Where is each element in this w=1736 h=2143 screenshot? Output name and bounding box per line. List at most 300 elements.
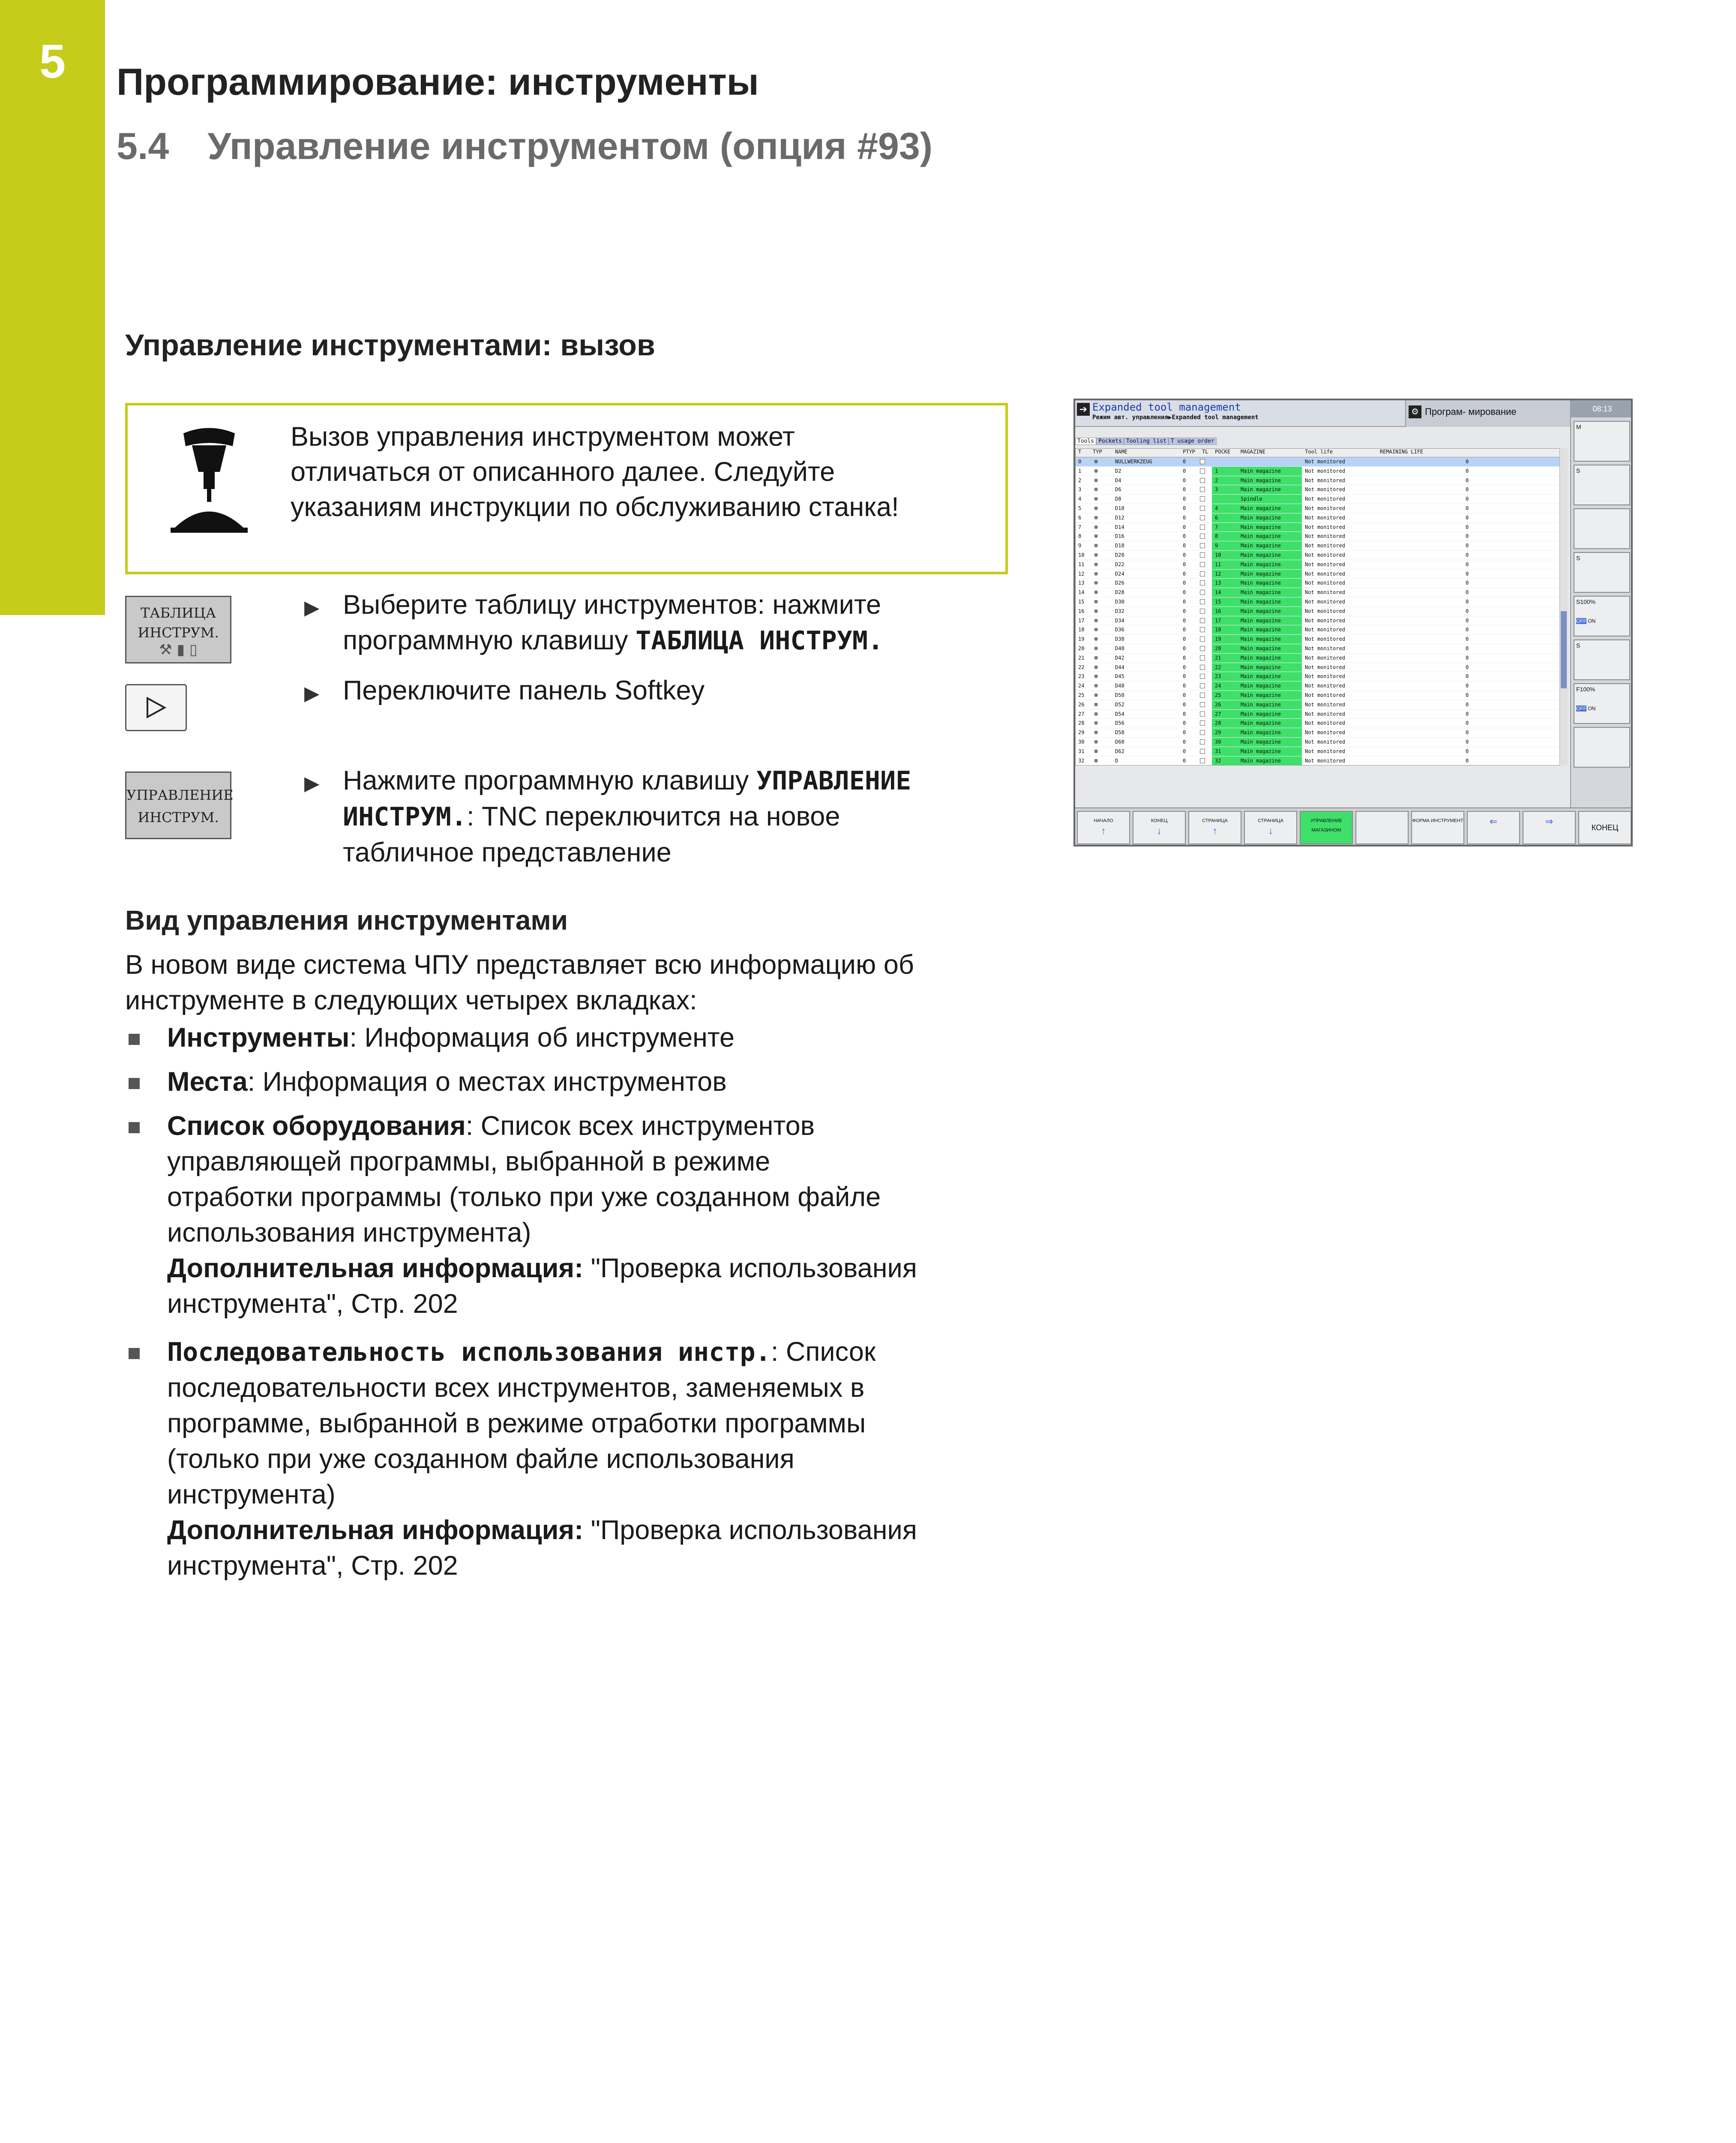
table-row[interactable]: [1076, 607, 1568, 616]
screen-softkey[interactable]: [1523, 811, 1576, 844]
table-cell: Not monitored: [1305, 664, 1345, 670]
table-cell: 0: [1466, 496, 1469, 502]
tl-checkbox[interactable]: [1200, 674, 1205, 679]
table-cell: Main magazine: [1241, 533, 1281, 540]
tool-type-icon: ▦: [1094, 607, 1098, 614]
tool-type-icon: ▦: [1094, 663, 1098, 670]
table-cell: D36: [1115, 627, 1124, 633]
tl-checkbox[interactable]: [1200, 515, 1205, 520]
tl-checkbox[interactable]: [1200, 487, 1205, 492]
table-cell: 15: [1215, 598, 1221, 605]
table-cell: 3: [1078, 486, 1082, 493]
tool-type-icon: ▦: [1094, 477, 1098, 483]
table-cell: Not monitored: [1305, 617, 1345, 624]
tl-checkbox[interactable]: [1200, 720, 1205, 726]
screen-softkey[interactable]: КОНЕЦ: [1578, 811, 1631, 844]
tl-checkbox[interactable]: [1200, 599, 1205, 604]
tl-checkbox[interactable]: [1200, 580, 1205, 585]
table-cell: Main magazine: [1241, 711, 1281, 717]
side-key-empty[interactable]: [1574, 508, 1630, 549]
table-cell: Main magazine: [1241, 552, 1281, 558]
tl-checkbox[interactable]: [1200, 711, 1205, 717]
bullet-line: последовательности всех инструментов, заменяемых в: [167, 1373, 865, 1403]
table-cell: 0: [1466, 468, 1469, 474]
table-cell: Not monitored: [1305, 608, 1345, 614]
table-cell: 0: [1183, 533, 1186, 540]
table-row[interactable]: [1076, 588, 1568, 597]
tab-bar: [1075, 438, 1568, 447]
bullet-square-icon: [129, 1078, 140, 1089]
softkey-tool-management[interactable]: [125, 771, 234, 839]
tab-pockets[interactable]: Pockets: [1096, 438, 1124, 445]
table-cell: Not monitored: [1305, 701, 1345, 708]
tool-type-icon: ▦: [1094, 617, 1098, 623]
table-row[interactable]: [1076, 467, 1568, 476]
more-info-text: "Проверка использования: [583, 1515, 917, 1545]
table-cell: 0: [1183, 664, 1186, 670]
step-text: : TNC переключится на новое: [466, 801, 840, 831]
tl-checkbox[interactable]: [1200, 459, 1205, 464]
table-cell: 0: [1466, 580, 1469, 586]
table-cell: Not monitored: [1305, 533, 1345, 540]
table-cell: 0: [1466, 552, 1469, 558]
step-line: [343, 763, 911, 799]
table-cell: 24: [1215, 683, 1221, 689]
table-cell: 32: [1215, 757, 1221, 764]
table-cell: 25: [1078, 692, 1085, 698]
softkey-bar: [1075, 807, 1633, 846]
program-mode-panel[interactable]: [1405, 400, 1570, 427]
table-cell: Not monitored: [1305, 757, 1345, 764]
chapter-number: 5: [39, 35, 66, 88]
tl-checkbox[interactable]: [1200, 665, 1205, 670]
table-cell: 0: [1466, 514, 1469, 521]
table-cell: 0: [1183, 617, 1186, 624]
table-cell: Not monitored: [1305, 570, 1345, 577]
table-row[interactable]: [1076, 710, 1568, 719]
more-info-link[interactable]: инструмента", Стр. 202: [167, 1289, 458, 1319]
tl-checkbox[interactable]: [1200, 525, 1205, 530]
table-cell: 0: [1183, 645, 1186, 651]
table-cell: Not monitored: [1305, 524, 1345, 530]
tl-checkbox[interactable]: [1200, 562, 1205, 567]
tl-checkbox[interactable]: [1200, 506, 1205, 511]
tl-checkbox[interactable]: [1200, 749, 1205, 754]
table-scrollbar[interactable]: [1559, 448, 1568, 765]
table-cell: 0: [1183, 748, 1186, 754]
table-cell: Spindle: [1241, 496, 1262, 502]
tool-type-icon: ▦: [1094, 636, 1098, 642]
table-cell: 11: [1215, 561, 1221, 567]
table-row[interactable]: [1076, 654, 1568, 663]
more-info-label: Дополнительная информация:: [167, 1253, 584, 1283]
table-cell: 2: [1215, 477, 1218, 483]
table-row[interactable]: [1076, 551, 1568, 560]
table-cell: 1: [1215, 468, 1218, 474]
table-cell: 0: [1183, 738, 1186, 745]
table-cell: 10: [1078, 552, 1085, 558]
table-cell: Not monitored: [1305, 486, 1345, 493]
side-key-label: S: [1576, 467, 1580, 474]
table-row[interactable]: [1076, 513, 1568, 523]
tl-checkbox[interactable]: [1200, 496, 1205, 501]
tool-type-icon: ▦: [1094, 710, 1098, 717]
step-arrow-icon: ▶: [304, 596, 320, 618]
step-line: [343, 799, 911, 835]
scroll-thumb[interactable]: [1561, 611, 1567, 688]
bullet-square-icon: [129, 1348, 140, 1359]
table-cell: 0: [1466, 748, 1469, 754]
softkey-tool-table[interactable]: [125, 596, 231, 663]
clock: 08:13: [1571, 400, 1633, 417]
table-cell: 12: [1078, 570, 1085, 577]
table-cell: 0: [1466, 683, 1469, 689]
softkey-label: УПРАВЛЕНИЕ: [126, 787, 234, 803]
tl-checkbox[interactable]: [1200, 571, 1205, 576]
table-cell: 0: [1466, 570, 1469, 577]
table-row[interactable]: [1076, 457, 1568, 467]
softkey-label: ИНСТРУМ.: [138, 809, 219, 825]
table-cell: 0: [1466, 561, 1469, 567]
table-cell: 17: [1078, 617, 1085, 624]
table-cell: 29: [1215, 729, 1221, 736]
side-key-s3[interactable]: [1574, 639, 1630, 680]
table-row[interactable]: [1076, 691, 1568, 700]
table-cell: 4: [1215, 505, 1218, 511]
table-row[interactable]: [1076, 495, 1568, 504]
table-cell: D10: [1115, 505, 1124, 511]
tool-type-icon: ▦: [1094, 561, 1098, 567]
table-row[interactable]: [1076, 681, 1568, 691]
table-cell: 0: [1183, 505, 1186, 511]
tool-type-icon: ▦: [1094, 504, 1098, 511]
tool-type-icon: ▦: [1094, 570, 1098, 576]
tool-type-icon: ▦: [1094, 645, 1098, 651]
arrow-left-icon: ⇐: [1489, 816, 1498, 827]
on-label: ON: [1588, 618, 1596, 624]
table-cell: 0: [1466, 627, 1469, 633]
table-cell: 29: [1078, 729, 1085, 736]
bullet-term: Список оборудования: [167, 1111, 466, 1141]
tool-type-icon: ▦: [1094, 701, 1098, 707]
side-panel: [1570, 400, 1633, 829]
table-cell: Not monitored: [1305, 477, 1345, 483]
table-row[interactable]: [1076, 728, 1568, 738]
bullet-line: отработки программы (только при уже созданном файле: [167, 1182, 881, 1212]
table-cell: 19: [1078, 636, 1085, 642]
tl-checkbox[interactable]: [1200, 683, 1205, 688]
table-cell: Main magazine: [1241, 477, 1281, 483]
tool-type-icon: ▦: [1094, 654, 1098, 660]
table-row[interactable]: [1076, 700, 1568, 710]
col-header: TL: [1202, 449, 1208, 455]
step-arrow-icon: ▶: [304, 682, 320, 704]
step-line: [343, 623, 883, 659]
tool-type-icon: ▦: [1094, 579, 1098, 586]
arrow-down-icon: ↓: [1268, 825, 1273, 836]
side-key-s2[interactable]: [1574, 552, 1630, 593]
bullet-text: : Информация об инструменте: [349, 1023, 735, 1053]
tl-checkbox[interactable]: [1200, 655, 1205, 660]
table-cell: 0: [1183, 543, 1186, 549]
table-row[interactable]: [1076, 579, 1568, 588]
table-cell: Not monitored: [1305, 598, 1345, 605]
table-cell: Main magazine: [1241, 505, 1281, 511]
table-cell: D28: [1115, 589, 1124, 596]
table-cell: Not monitored: [1305, 683, 1345, 689]
tl-checkbox[interactable]: [1200, 636, 1205, 642]
tool-type-icon: ▦: [1094, 747, 1098, 754]
table-cell: 14: [1215, 589, 1221, 596]
table-cell: 5: [1078, 505, 1082, 511]
table-cell: Not monitored: [1305, 692, 1345, 698]
table-cell: Main magazine: [1241, 580, 1281, 586]
table-cell: Not monitored: [1305, 459, 1345, 465]
table-row[interactable]: [1076, 541, 1568, 551]
tl-checkbox[interactable]: [1200, 618, 1205, 623]
table-cell: D20: [1115, 552, 1124, 558]
table-cell: Not monitored: [1305, 645, 1345, 651]
table-cell: 16: [1215, 608, 1221, 614]
tool-table: [1075, 448, 1568, 765]
note-text: [291, 419, 899, 525]
step-line: Выберите таблицу инструментов: нажмите: [343, 590, 881, 620]
table-cell: Not monitored: [1305, 627, 1345, 633]
table-cell: Main magazine: [1241, 692, 1281, 698]
table-cell: 16: [1078, 608, 1085, 614]
table-row[interactable]: [1076, 597, 1568, 607]
table-cell: 0: [1183, 598, 1186, 605]
more-info-link[interactable]: инструмента", Стр. 202: [167, 1551, 458, 1581]
table-cell: 0: [1183, 757, 1186, 764]
tl-checkbox[interactable]: [1200, 543, 1205, 548]
tl-checkbox[interactable]: [1200, 627, 1205, 632]
table-cell: 18: [1078, 627, 1085, 633]
side-key-empty[interactable]: [1574, 727, 1630, 768]
side-key-label: S100%: [1576, 598, 1596, 605]
bullet-line: использования инструмента): [167, 1218, 531, 1248]
table-cell: 0: [1466, 598, 1469, 605]
table-cell: Main magazine: [1241, 664, 1281, 670]
tool-type-icon: ▦: [1094, 486, 1098, 492]
table-cell: 20: [1078, 645, 1085, 651]
col-header: MAGAZINE: [1241, 449, 1265, 455]
table-body: [1076, 457, 1568, 765]
table-cell: 11: [1078, 561, 1085, 567]
table-cell: 31: [1215, 748, 1221, 754]
screen-softkey[interactable]: [1355, 811, 1409, 844]
table-cell: 8: [1078, 533, 1082, 540]
screen-softkey[interactable]: СТРАНИЦА ↑: [1188, 811, 1241, 844]
tab-tooling-list[interactable]: Tooling list: [1124, 438, 1169, 445]
table-cell: 0: [1466, 617, 1469, 624]
table-row[interactable]: [1076, 616, 1568, 626]
table-cell: Not monitored: [1305, 748, 1345, 754]
table-cell: 0: [1466, 757, 1469, 764]
screen-softkey[interactable]: УПРАВЛЕНИЕ МАГАЗИНОМ: [1300, 811, 1353, 844]
table-cell: Not monitored: [1305, 543, 1345, 549]
table-cell: 0: [1466, 664, 1469, 670]
bullet-term: Места: [167, 1067, 248, 1097]
table-row[interactable]: [1076, 719, 1568, 728]
intro-line: инструменте в следующих четырех вкладках:: [125, 985, 697, 1015]
table-cell: 12: [1215, 570, 1221, 577]
table-cell: D30: [1115, 598, 1124, 605]
screen-softkey[interactable]: СТРАНИЦА ↓: [1244, 811, 1297, 844]
bullet-term: Инструменты: [167, 1023, 350, 1053]
arrow-down-icon: ↓: [1157, 825, 1162, 836]
table-cell: Main magazine: [1241, 608, 1281, 614]
table-cell: D48: [1115, 683, 1124, 689]
table-cell: 20: [1215, 645, 1221, 651]
side-key-s[interactable]: [1574, 465, 1630, 505]
section-title: Управление инструментом (опция #93): [207, 125, 933, 167]
screen-softkey[interactable]: КОНЕЦ ↓: [1133, 811, 1186, 844]
table-cell: 7: [1215, 524, 1218, 530]
screen-subtitle: Режим авт. управления▶Expanded tool management: [1092, 414, 1259, 421]
table-cell: Not monitored: [1305, 496, 1345, 502]
screen-softkey[interactable]: [1467, 811, 1520, 844]
off-label: OFF: [1576, 705, 1586, 711]
side-key-feed-override[interactable]: [1574, 683, 1630, 724]
tl-checkbox[interactable]: [1200, 702, 1205, 707]
tl-checkbox[interactable]: [1200, 646, 1205, 651]
table-cell: 0: [1183, 636, 1186, 642]
table-cell: D16: [1115, 533, 1124, 540]
table-cell: 28: [1078, 720, 1085, 726]
table-cell: Main magazine: [1241, 738, 1281, 745]
table-cell: 0: [1183, 514, 1186, 521]
tl-checkbox[interactable]: [1200, 758, 1205, 763]
tl-checkbox[interactable]: [1200, 730, 1205, 735]
table-cell: Main magazine: [1241, 468, 1281, 474]
softkey-name: ИНСТРУМ.: [343, 802, 467, 832]
table-cell: Main magazine: [1241, 757, 1281, 764]
tl-checkbox[interactable]: [1200, 478, 1205, 483]
table-cell: D6: [1115, 486, 1121, 493]
table-cell: 27: [1215, 711, 1221, 717]
bullet-square-icon: [129, 1034, 140, 1045]
tool-type-icon: ▦: [1094, 589, 1098, 595]
table-row[interactable]: [1076, 672, 1568, 681]
table-cell: 23: [1078, 673, 1085, 680]
note-box: [125, 403, 1008, 574]
more-info-label: Дополнительная информация:: [167, 1515, 584, 1545]
tab-tools[interactable]: Tools: [1075, 438, 1096, 445]
side-key-spindle-override[interactable]: [1574, 596, 1630, 636]
table-cell: 22: [1215, 664, 1221, 670]
table-cell: 0: [1466, 654, 1469, 661]
bullet-pockets: [167, 1064, 727, 1100]
tnc-screenshot: [1073, 399, 1633, 846]
table-cell: D52: [1115, 701, 1124, 708]
table-cell: 22: [1078, 664, 1085, 670]
table-row[interactable]: [1076, 663, 1568, 672]
section-heading: [117, 124, 932, 168]
table-row[interactable]: [1076, 504, 1568, 513]
screen-softkey[interactable]: НАЧАЛО ↑: [1077, 811, 1130, 844]
table-row[interactable]: [1076, 625, 1568, 635]
table-row[interactable]: [1076, 635, 1568, 644]
bullet-text: : Информация о местах инструментов: [247, 1067, 727, 1097]
table-cell: Main magazine: [1241, 627, 1281, 633]
table-cell: D4: [1115, 477, 1121, 483]
tl-checkbox[interactable]: [1200, 609, 1205, 614]
tl-checkbox[interactable]: [1200, 590, 1205, 595]
tool-type-icon: ▦: [1094, 682, 1098, 689]
table-cell: 21: [1078, 654, 1085, 661]
tool-type-icon: ▦: [1094, 523, 1098, 530]
table-row[interactable]: [1076, 756, 1568, 766]
bullet-line: (только при уже созданном файле использования: [167, 1444, 795, 1474]
table-row[interactable]: [1076, 476, 1568, 486]
more-info-line: [167, 1513, 917, 1548]
table-cell: D24: [1115, 570, 1124, 577]
tl-checkbox[interactable]: [1200, 552, 1205, 558]
table-cell: 10: [1215, 552, 1221, 558]
softkey-name: ТАБЛИЦА ИНСТРУМ.: [636, 626, 884, 656]
table-cell: 14: [1078, 589, 1085, 596]
table-cell: Main magazine: [1241, 654, 1281, 661]
table-cell: Main magazine: [1241, 561, 1281, 567]
table-row[interactable]: [1076, 485, 1568, 495]
tl-checkbox[interactable]: [1200, 693, 1205, 698]
softkey-switch-bar[interactable]: [125, 684, 187, 731]
table-row[interactable]: [1076, 560, 1568, 570]
tl-checkbox[interactable]: [1200, 739, 1205, 744]
table-row[interactable]: [1076, 532, 1568, 541]
col-header: REMAINING LIFE: [1380, 449, 1424, 455]
tool-type-icon: ▦: [1094, 720, 1098, 726]
gear-icon: ⚙: [1409, 405, 1421, 418]
tl-checkbox[interactable]: [1200, 534, 1205, 539]
tool-type-icon: ▦: [1094, 495, 1098, 502]
table-cell: 0: [1466, 608, 1469, 614]
side-key-m[interactable]: [1574, 421, 1630, 462]
table-cell: NULLWERKZEUG: [1115, 459, 1152, 465]
table-cell: 17: [1215, 617, 1221, 624]
screen-softkey[interactable]: ФОРМА ИНСТРУМЕНТ: [1411, 811, 1464, 844]
bullet-line: [167, 1108, 917, 1144]
table-cell: 0: [1466, 673, 1469, 680]
table-cell: Main magazine: [1241, 645, 1281, 651]
table-cell: 31: [1078, 748, 1085, 754]
tool-type-icon: ▦: [1094, 738, 1098, 744]
tl-checkbox[interactable]: [1200, 468, 1205, 474]
pocket-cell-bg: [1212, 457, 1302, 466]
bullet-square-icon: [129, 1122, 140, 1133]
arrow-up-icon: ↑: [1212, 825, 1217, 836]
table-cell: 0: [1466, 505, 1469, 511]
bullet-line: инструмента): [167, 1480, 336, 1510]
table-row[interactable]: [1076, 523, 1568, 532]
softkey-label: ИНСТРУМ.: [138, 624, 219, 641]
note-line: отличаться от описанного далее. Следуйте: [291, 457, 835, 487]
tab-usage-order[interactable]: T usage order: [1169, 438, 1217, 445]
table-row[interactable]: [1076, 644, 1568, 654]
step-1-text: [343, 587, 883, 659]
bullet-line: программе, выбранной в режиме отработки программы: [167, 1408, 866, 1438]
table-row[interactable]: [1076, 747, 1568, 756]
table-row[interactable]: [1076, 570, 1568, 579]
table-cell: 26: [1078, 701, 1085, 708]
table-cell: Not monitored: [1305, 673, 1345, 680]
tool-type-icon: ▦: [1094, 626, 1098, 633]
table-cell: Not monitored: [1305, 636, 1345, 642]
table-cell: 19: [1215, 636, 1221, 642]
table-cell: Not monitored: [1305, 505, 1345, 511]
table-row[interactable]: [1076, 738, 1568, 747]
